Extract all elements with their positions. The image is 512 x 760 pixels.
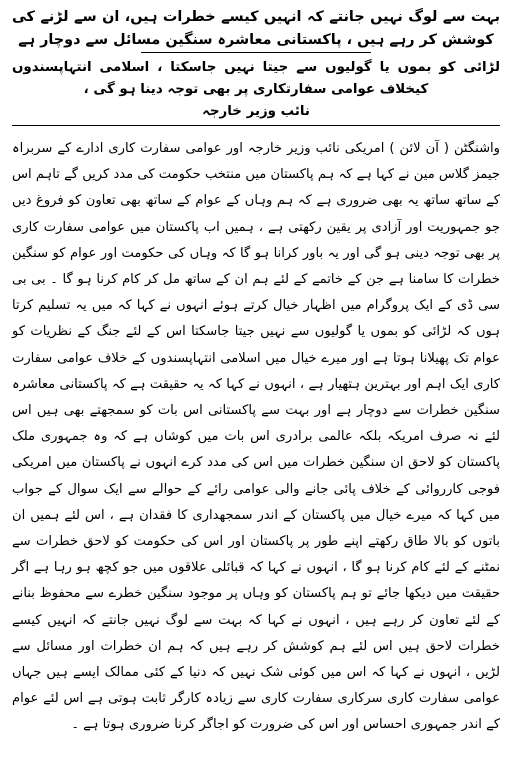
article-subheadline — [12, 57, 500, 123]
article-headline: بہت سے لوگ نہیں جانتے کہ انہیں کیسے خطرات ہیں، ان سے لڑنے کی کوشش کر رہے ہیں ، پاکستانی معاشرہ سنگین مسائل سے دوچار ہے — [12, 9, 500, 48]
subheadline-attribution: نائب وزیر خارجہ — [202, 104, 310, 119]
article-body: واشنگٹن ( آن لائن ) امریکی نائب وزیر خارجہ اور عوامی سفارت کاری ادارے کے سربراہ جیمز گلاس مین نے کہا ہے کہ ہم پاکستان میں منتخب حکومت کی مدد کریں گے تاہم اس کے ساتھ ساتھ یہ بھی ضروری ہے کہ ہم وہاں کے عوام کے ساتھ بھی تعاون کو فروغ دیں جو جمہوریت اور آزادی پر یقین رکھتی ہے ، ہمیں اب پاکستان میں عوامی سفارت کاری پر بھی توجہ دینی ہو گی اور یہ باور کرانا ہو گا کہ وہاں کی حکومت اور عوام کو سنگین خطرات کا سامنا ہے جن کے خاتمے کے لئے ہم ان کے ساتھ مل کر کام کرنا ہو گا ۔ بی بی سی ڈی کے ایک پروگرام میں اظہار خیال کرتے ہوئے انہوں نے کہا کہ میں یہ تسلیم کرتا ہوں کہ لڑائی کو بموں یا گولیوں سے نہیں جیتا جاسکتا اس کے لئے جنگ کے نظریات کو عوام تک پھیلانا ہوتا ہے اور میرے خیال میں اسلامی انتہاپسندوں کے خلاف عوامی سفارت کاری ایک اہم اور بہترین ہتھیار ہے ، انہوں نے کہا کہ یہ حقیقت ہے کہ پاکستانی معاشرہ سنگین خطرات سے دوچار ہے اور بہت سے پاکستانی اس بات کو سمجھتے بھی ہیں اس لئے نہ صرف امریکہ بلکہ عالمی برادری اس بات میں کوشاں ہے کہ وہ جمہوری ملک پاکستان کو لاحق ان سنگین خطرات میں اس کی مدد کرے انہوں نے پاکستان میں امریکی فوجی کارروائی کے خلاف پائی جانے والی عوامی رائے کے حوالے سے ایک سوال کے جواب میں کہا کہ میرے خیال میں پاکستان کے اندر سمجھداری کا فقدان ہے ، اس لئے ہمیں ان باتوں کو بالا طاق رکھتے اپنے طور پر پاکستان اور اس کی حکومت کو لاحق خطرات سے نمٹنے کے لئے کام کرنا ہو گا ، انہوں نے کہا کہ قبائلی علاقوں میں جو کچھ ہو رہا ہے اگر حقیقت میں دیکھا جائے تو ہم پاکستان کو وہاں پر موجود سنگین خطرے سے محفوظ بنانے کے لئے تعاون کر رہے ہیں ، انہوں نے کہا کہ بہت سے لوگ نہیں جانتے کہ انہیں کیسے خطرات لاحق ہیں اس لئے ہم کوشش کر رہے ہیں کہ ہم ان خطرات اور مسائل سے لڑیں ، انہوں نے کہا کہ اس میں کوئی شک نہیں کہ دنیا کے کئی ممالک ایسے ہیں جہاں عوامی سفارت کاری سرکاری سفارت کاری سے زیادہ کارگر ثابت ہوتی ہے اس لئے عوام کے اندر جمہوری احساس اور اس کی ضرورت کو اجاگر کرنا ضروری ہوتا ہے ۔ — [12, 141, 500, 733]
headline-divider — [141, 52, 371, 53]
subheadline-divider — [12, 125, 500, 126]
subheadline-quote: لڑائی کو بموں یا گولیوں سے جیتا نہیں جاسکتا ، اسلامی انتہاپسندوں کیخلاف عوامی سفارتکاری پر بھی توجہ دینا ہو گی ، — [12, 60, 500, 97]
